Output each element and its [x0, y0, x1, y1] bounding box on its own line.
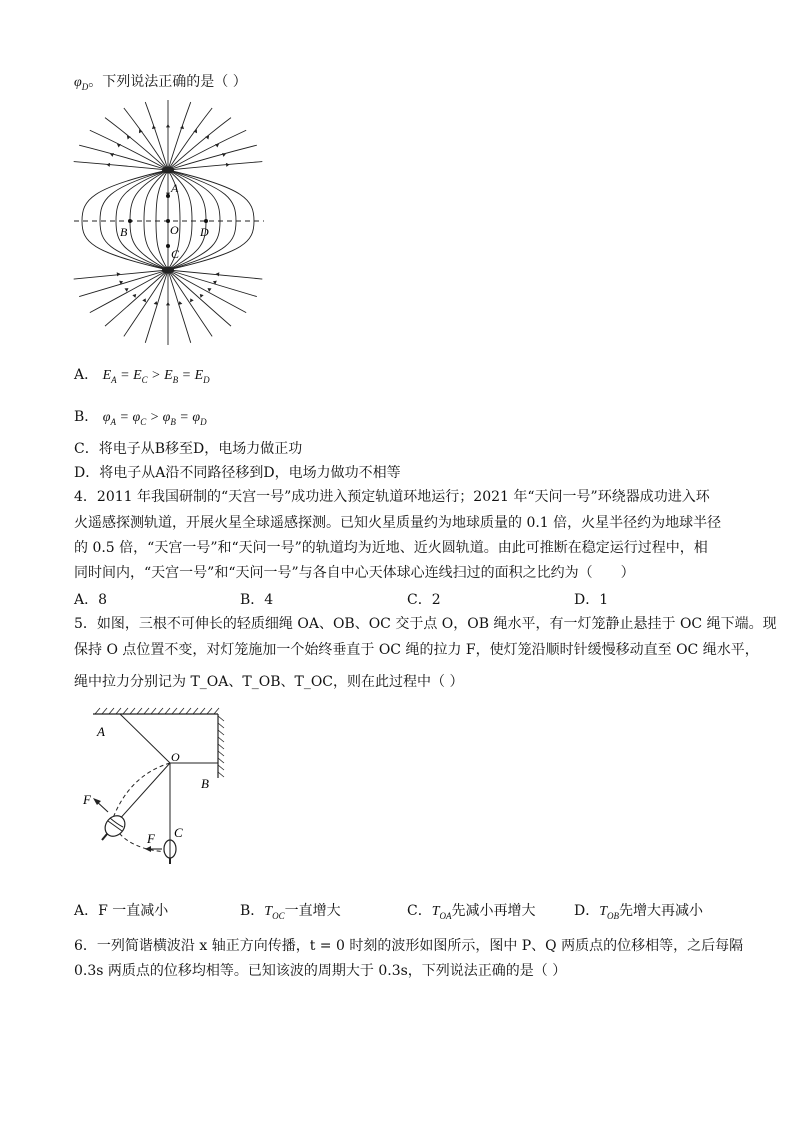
point-b — [128, 219, 132, 223]
label-d: D — [200, 225, 209, 239]
q3-option-a — [74, 364, 210, 385]
lantern-left — [101, 812, 129, 840]
negative-charge — [162, 267, 174, 274]
label-a: A — [97, 724, 105, 739]
q4-option-d: D．1 — [574, 592, 609, 608]
q3-stem-tail: $\varphi_D$。下列说法正确的是（ ） — [74, 74, 247, 92]
q4-option-a: A．8 — [74, 592, 108, 608]
point-c — [166, 244, 170, 248]
q4-line-1: 4．2011 年我国研制的“天宫一号”成功进入预定轨道环地运行；2021 年“天问一号”环绕器成功进入环 — [74, 489, 710, 505]
q4-line-3: 的 0.5 倍，“天宫一号”和“天问一号”的轨道均为近地、近火圆轨道。由此可推断在稳定运行过程中，相 — [74, 540, 708, 556]
q3-option-a-text: $E_A = E_C > E_B = E_D$ — [102, 368, 210, 385]
dashed-arc — [113, 763, 170, 818]
point-a — [166, 194, 170, 198]
label-o: O — [171, 750, 180, 764]
label-c: C — [174, 825, 183, 840]
q3-option-c-text: 将电子从B移至D，电场力做正功 — [98, 441, 303, 457]
label-c: C — [171, 247, 180, 261]
q3-option-b-label: B． — [74, 409, 99, 425]
q5-option-c: C．$T_{OA}$先减小再增大 — [407, 903, 536, 921]
q4-option-b: B．4 — [240, 592, 274, 608]
q6-line-2: 0.3s 两质点的位移均相等。已知该波的周期大于 0.3s，下列说法正确的是（ ） — [74, 963, 567, 979]
q5-option-d: D．$T_{OB}$先增大再减小 — [574, 903, 704, 921]
label-f2: F — [147, 831, 155, 846]
q4-line-4: 同时间内，“天宫一号”和“天问一号”与各自中心天体球心连线扫过的面积之比约为（ ） — [74, 565, 635, 581]
label-b: B — [120, 225, 128, 239]
q3-option-d-text: 将电子从A沿不同路径移到D，电场力做功不相等 — [99, 465, 401, 481]
q5-line-2: 保持 O 点位置不变，对灯笼施加一个始终垂直于 OC 绳的拉力 F，使灯笼沿顺时针缓慢移动直至 OC 绳水平， — [74, 642, 759, 658]
lantern-strings-figure — [75, 700, 235, 880]
q5-line-3: 绳中拉力分别记为 T_OA、T_OB、T_OC，则在此过程中（ ） — [74, 674, 464, 690]
q3-option-b-text: $\varphi_A = \varphi_C > \varphi_B = \varphi_D$ — [102, 410, 207, 427]
q5-option-b: B．$T_{OC}$一直增大 — [240, 903, 341, 921]
lantern-bottom — [164, 840, 176, 864]
q4-line-2: 火遥感探测轨道，开展火星全球遥感探测。已知火星质量约为地球质量的 0.1 倍，火星半径约为地球半径 — [74, 515, 722, 531]
phi-d-symbol: $\varphi_D$ — [74, 75, 89, 92]
q5-line-1: 5．如图，三根不可伸长的轻质细绳 OA、OB、OC 交于点 O，OB 绳水平，有一灯笼静止悬挂于 OC 绳下端。现 — [74, 616, 777, 632]
label-a: A — [171, 181, 179, 195]
label-f1: F — [83, 792, 91, 807]
label-o: O — [170, 223, 179, 237]
ceiling-hatch — [95, 708, 219, 714]
wall-hatch — [218, 716, 224, 777]
label-b: B — [201, 776, 209, 791]
dashed-arc-lower — [115, 828, 168, 852]
q3-option-d-label: D． — [74, 465, 100, 481]
string-oa — [120, 714, 170, 763]
point-d — [204, 219, 208, 223]
electric-field-figure — [70, 100, 270, 350]
q5-option-a-text: F 一直减小 — [98, 903, 169, 919]
q6-line-1: 6．一列简谐横波沿 x 轴正方向传播，t = 0 时刻的波形如图所示，图中 P、Q 两质点的位移相等，之后每隔 — [74, 938, 744, 954]
q5-option-a: A．F 一直减小 — [74, 903, 169, 919]
q3-option-c-label: C． — [74, 441, 99, 457]
string-o-lantern-left — [117, 763, 170, 822]
positive-charge — [162, 167, 174, 174]
q4-option-c: C．2 — [407, 592, 441, 608]
q3-option-a-label: A． — [74, 367, 99, 383]
q3-option-c — [74, 438, 302, 458]
q3-option-d — [74, 462, 401, 482]
q3-option-b — [74, 406, 207, 427]
